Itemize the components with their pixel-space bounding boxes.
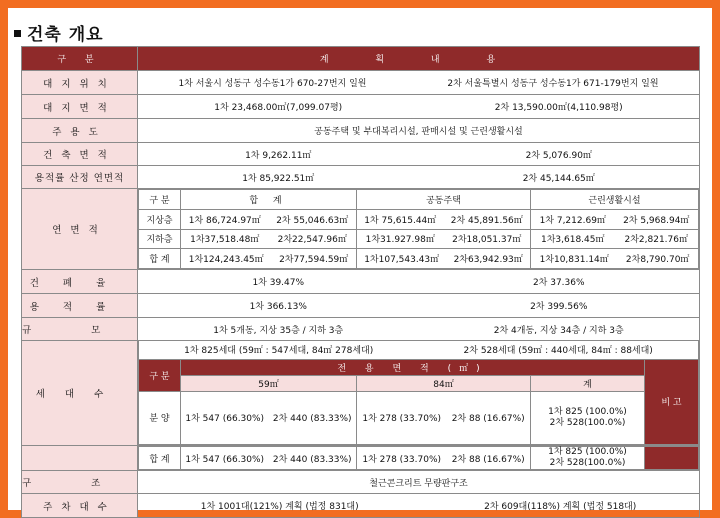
households-cell: 1차 547 (66.30%) xyxy=(185,454,265,465)
label-location: 대지위치 xyxy=(22,71,138,95)
gfa-cell: 1차124,243.45㎡ xyxy=(188,255,264,266)
households-cell: 1차 825 (100.0%) xyxy=(548,406,627,417)
far-2: 2차 399.56% xyxy=(530,302,588,312)
households-header-gubun: 구 분 xyxy=(139,359,181,391)
row-use xyxy=(22,119,700,143)
row-far-area xyxy=(22,166,700,189)
households-row-name: 분 양 xyxy=(139,391,181,445)
gfa-row-above xyxy=(139,209,699,229)
households-summary-row xyxy=(139,341,699,359)
gfa-cell: 1차 86,724.97㎡ xyxy=(188,215,261,226)
page-title xyxy=(14,20,104,45)
households-header-59: 59㎡ xyxy=(181,375,357,391)
households-subheader-row xyxy=(139,375,699,391)
overview-table xyxy=(21,46,700,518)
households-summary-1: 1차 825세대 (59㎡ : 547세대, 84㎡ 278세대) xyxy=(184,346,374,357)
gfa-cell: 2차22,547.96㎡ xyxy=(277,235,347,246)
header-plan: 계 획 내 용 xyxy=(138,47,700,71)
row-scale xyxy=(22,318,700,341)
site-area-2: 2차 13,590.00㎡(4,110.98평) xyxy=(494,103,623,113)
row-households-total xyxy=(22,446,700,471)
label-bcr: 건폐율 xyxy=(22,270,138,294)
label-site-area: 대지면적 xyxy=(22,95,138,119)
label-structure: 구조 xyxy=(22,471,138,494)
far-area-1: 1차 85,922.51㎡ xyxy=(242,173,315,184)
households-row-sale xyxy=(139,391,699,445)
row-building-area xyxy=(22,143,700,166)
households-row-total xyxy=(139,447,699,470)
gfa-header-commercial: 근린생활시설 xyxy=(531,190,699,210)
gfa-row-name: 지하층 xyxy=(139,229,181,249)
gfa-cell: 2차 55,046.63㎡ xyxy=(276,215,349,226)
households-subtable xyxy=(138,341,699,445)
gfa-row-name: 지상층 xyxy=(139,209,181,229)
gfa-cell: 1차37,518.48㎡ xyxy=(190,235,260,246)
households-total-subtable xyxy=(138,446,699,470)
label-far: 용적률 xyxy=(22,294,138,318)
gfa-header-gubun: 구 분 xyxy=(139,190,181,210)
gfa-cell: 2차2,821.76㎡ xyxy=(624,235,688,246)
households-header-note: 비 고 xyxy=(645,359,699,445)
households-cell: 2차 528(100.0%) xyxy=(549,458,626,468)
row-households xyxy=(22,341,700,446)
far-area-2: 2차 45,144.65㎡ xyxy=(522,173,595,184)
households-cell: 1차 825 (100.0%) xyxy=(548,447,627,457)
gfa-cell: 2차8,790.70㎡ xyxy=(625,255,690,266)
households-header-area: 전 용 면 적 (㎡) xyxy=(181,359,645,375)
gfa-cell: 1차 75,615.44㎡ xyxy=(364,215,437,226)
label-gfa: 연면적 xyxy=(22,189,138,270)
gfa-cell: 2차 5,968.94㎡ xyxy=(623,215,690,226)
scale-1: 1차 5개동, 지상 35층 / 지하 3층 xyxy=(213,325,344,336)
gfa-cell: 1차107,543.43㎡ xyxy=(364,255,440,266)
households-cell: 2차 88 (16.67%) xyxy=(451,414,525,425)
table-header-row xyxy=(22,47,700,71)
row-location xyxy=(22,71,700,95)
gfa-cell: 2차 45,891.56㎡ xyxy=(450,215,523,226)
label-far-area: 용적률 산정 연면적 xyxy=(22,166,138,189)
label-use: 주용도 xyxy=(22,119,138,143)
households-header-row xyxy=(139,359,699,375)
households-cell: 1차 278 (33.70%) xyxy=(362,454,442,465)
building-area-1: 1차 9,262.11㎡ xyxy=(245,150,312,161)
households-cell: 2차 528(100.0%) xyxy=(549,417,626,428)
gfa-cell: 1차31.927.98㎡ xyxy=(365,235,435,246)
parking-1: 1차 1001대(121%) 계획 (법정 831대) xyxy=(200,502,359,512)
row-structure xyxy=(22,471,700,494)
gfa-cell: 2차77,594.59㎡ xyxy=(279,255,349,266)
scale-2: 2차 4개동, 지상 34층 / 지하 3층 xyxy=(493,325,624,336)
households-header-84: 84㎡ xyxy=(357,375,531,391)
page-title-text: 건축 개요 xyxy=(27,25,104,45)
label-scale: 규모 xyxy=(22,318,138,341)
use-value: 공동주택 및 부대복리시설, 판매시설 및 근린생활시설 xyxy=(138,119,700,143)
gfa-row-below xyxy=(139,229,699,249)
gfa-row-total xyxy=(139,249,699,269)
households-header-total: 계 xyxy=(531,375,645,391)
gfa-cell: 2차63,942.93㎡ xyxy=(453,255,523,266)
gfa-subtable xyxy=(138,189,699,269)
households-cell: 2차 88 (16.67%) xyxy=(451,454,525,465)
parking-2: 2차 609대(118%) 계획 (법정 518대) xyxy=(484,502,637,512)
bcr-2: 2차 37.36% xyxy=(532,278,585,288)
location-1: 1차 서울시 성동구 성수동1가 670-27번지 일원 xyxy=(178,79,367,89)
households-cell: 2차 440 (83.33%) xyxy=(272,454,352,465)
location-2: 2차 서울특별시 성동구 성수동1가 671-179번지 일원 xyxy=(447,79,659,89)
gfa-header-row xyxy=(139,190,699,210)
gfa-header-total: 합 계 xyxy=(181,190,357,210)
gfa-cell: 2차18,051.37㎡ xyxy=(452,235,522,246)
structure-value: 철근콘크리트 무량판구조 xyxy=(138,471,700,494)
label-building-area: 건축면적 xyxy=(22,143,138,166)
households-cell: 1차 547 (66.30%) xyxy=(185,414,265,425)
site-area-1: 1차 23,468.00㎡(7,099.07평) xyxy=(214,103,343,113)
gfa-row-name: 합 계 xyxy=(139,249,181,269)
building-area-2: 2차 5,076.90㎡ xyxy=(525,150,592,161)
label-households: 세대수 xyxy=(22,341,138,446)
households-summary-2: 2차 528세대 (59㎡ : 440세대, 84㎡ : 88세대) xyxy=(463,346,653,357)
households-note-cell xyxy=(645,447,699,470)
far-1: 1차 366.13% xyxy=(249,302,307,312)
square-bullet-icon xyxy=(14,30,21,37)
households-row-name: 합 계 xyxy=(139,447,181,470)
households-cell: 1차 278 (33.70%) xyxy=(362,414,442,425)
row-parking xyxy=(22,494,700,518)
gfa-cell: 1차3,618.45㎡ xyxy=(541,235,605,246)
bcr-1: 1차 39.47% xyxy=(252,278,305,288)
row-bcr xyxy=(22,270,700,294)
row-gfa xyxy=(22,189,700,270)
gfa-header-housing: 공동주택 xyxy=(357,190,531,210)
gfa-cell: 1차 7,212.69㎡ xyxy=(539,215,606,226)
label-households-continuation xyxy=(22,446,138,471)
households-cell: 2차 440 (83.33%) xyxy=(272,414,352,425)
row-far xyxy=(22,294,700,318)
gfa-cell: 1차10,831.14㎡ xyxy=(539,255,609,266)
label-parking: 주차대수 xyxy=(22,494,138,518)
row-site-area xyxy=(22,95,700,119)
header-gubun: 구 분 xyxy=(22,47,138,71)
